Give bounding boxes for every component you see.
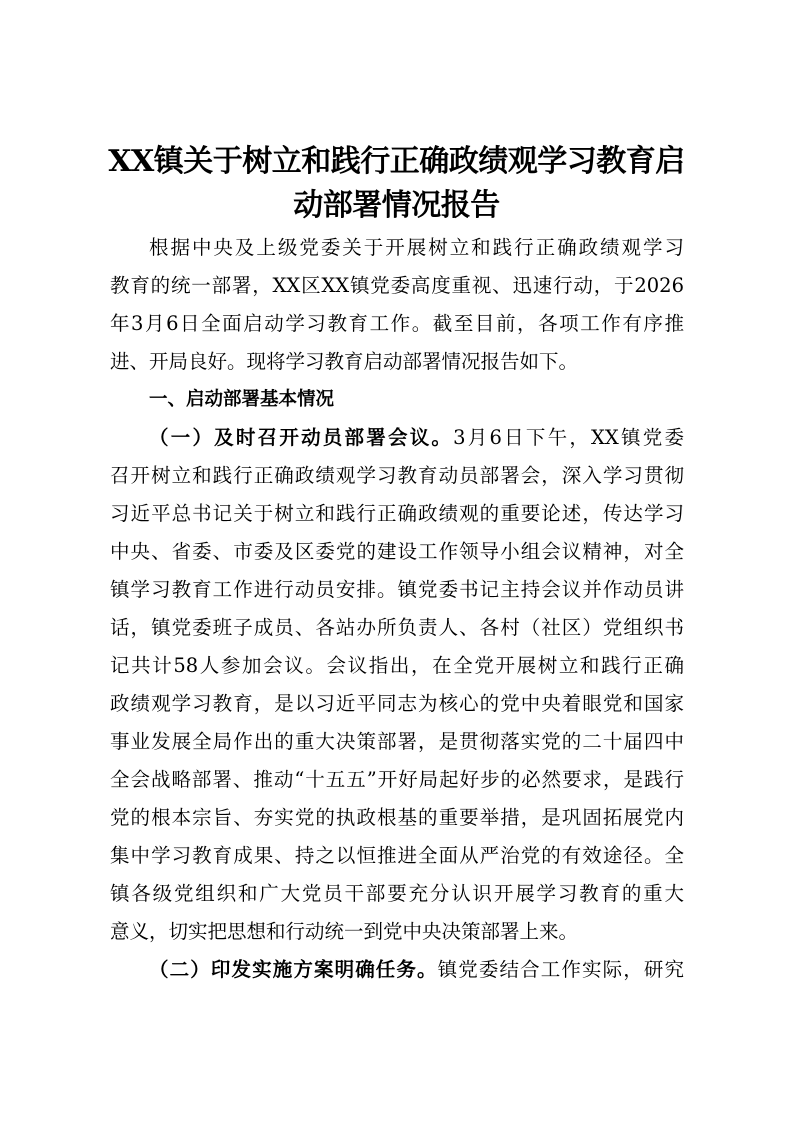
item-1-heading: （一）及时召开动员部署会议。 [149, 426, 454, 449]
item-1-line: 镇学习教育工作进行动员安排。镇党委书记主持会议并作动员讲 [110, 578, 684, 601]
item-1-first-line [149, 424, 684, 452]
document-title [90, 140, 703, 228]
item-1-line: 记共计58人参加会议。会议指出，在全党开展树立和践行正确 [110, 654, 684, 677]
item-1-line: 中央、省委、市委及区委党的建设工作领导小组会议精神，对全 [110, 540, 684, 563]
intro-line-1: 根据中央及上级党委关于开展树立和践行正确政绩观学习 [149, 236, 684, 259]
item-1-line: 党的根本宗旨、夯实党的执政根基的重要举措，是巩固拓展党内 [110, 806, 684, 829]
item-1-first-line-text: 3月6日下午，XX镇党委 [453, 426, 684, 449]
title-line-1: XX镇关于树立和践行正确政绩观学习教育启 [108, 144, 685, 179]
intro-line-4: 进、开局良好。现将学习教育启动部署情况报告如下。 [110, 350, 579, 373]
item-1-line: 召开树立和践行正确政绩观学习教育动员部署会，深入学习贯彻 [110, 464, 684, 487]
item-1-line: 政绩观学习教育，是以习近平同志为核心的党中央着眼党和国家 [110, 692, 684, 715]
section-heading-1: 一、启动部署基本情况 [149, 389, 335, 410]
item-1-line: 意义，切实把思想和行动统一到党中央决策部署上来。 [110, 920, 579, 943]
item-1-line: 全会战略部署、推动“十五五”开好局起好步的必然要求，是践行 [110, 768, 684, 791]
item-2-first-line [149, 956, 684, 984]
intro-line-3: 年3月6日全面启动学习教育工作。截至目前，各项工作有序推 [110, 312, 684, 335]
intro-line-2: 教育的统一部署，XX区XX镇党委高度重视、迅速行动，于2026 [110, 274, 684, 297]
item-2-heading: （二）印发实施方案明确任务。 [149, 958, 438, 981]
item-1-line: 镇各级党组织和广大党员干部要充分认识开展学习教育的重大 [110, 882, 684, 905]
item-1-line: 集中学习教育成果、持之以恒推进全面从严治党的有效途径。全 [110, 844, 684, 867]
title-line-2: 动部署情况报告 [293, 188, 500, 223]
item-1-line: 习近平总书记关于树立和践行正确政绩观的重要论述，传达学习 [110, 502, 684, 525]
item-2-first-line-text: 镇党委结合工作实际，研究 [437, 958, 684, 981]
item-1-line: 话，镇党委班子成员、各站办所负责人、各村（社区）党组织书 [110, 616, 684, 639]
item-1-line: 事业发展全局作出的重大决策部署，是贯彻落实党的二十届四中 [110, 730, 684, 753]
